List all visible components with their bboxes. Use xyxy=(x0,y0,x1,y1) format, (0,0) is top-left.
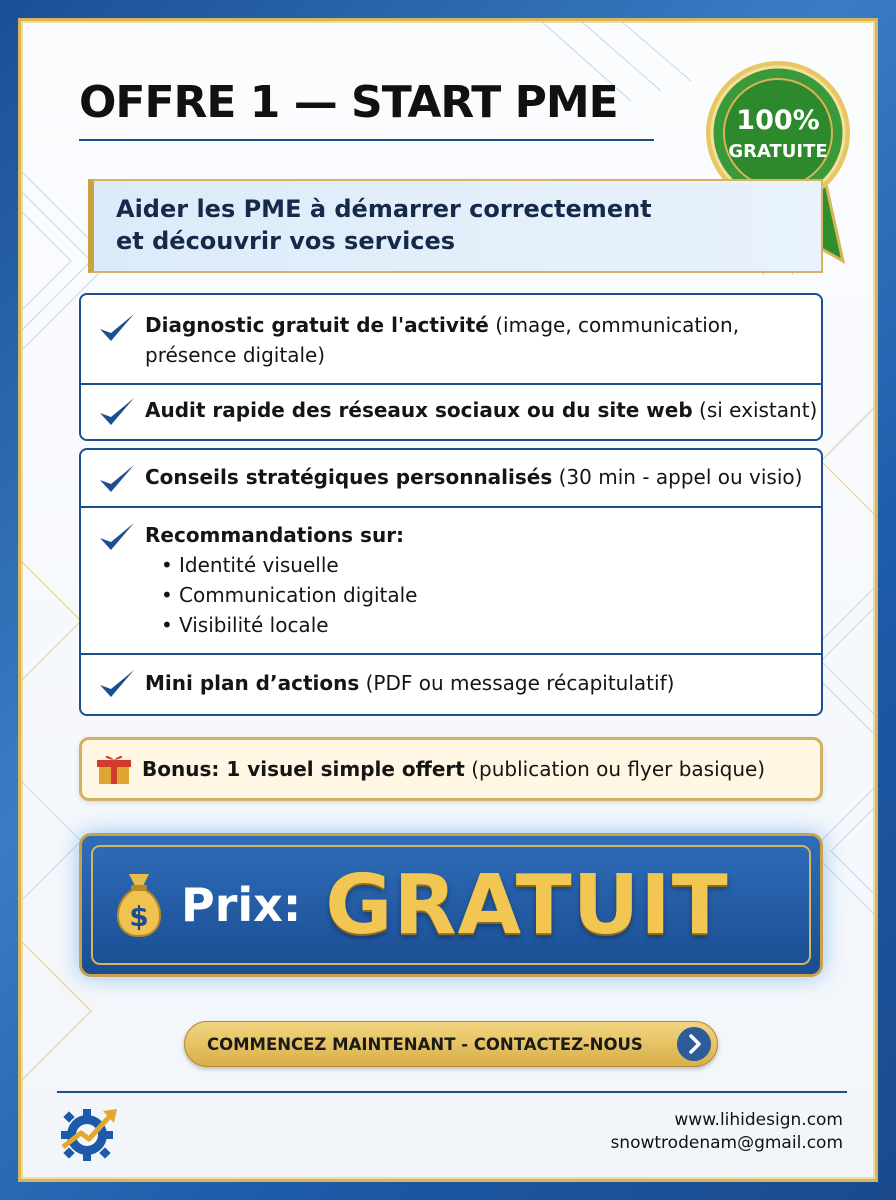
title-underline xyxy=(79,139,654,141)
feature-action-plan xyxy=(81,655,821,714)
website-link[interactable]: www.lihidesign.com xyxy=(674,1110,843,1130)
feature-audit-detail: (si existant) xyxy=(692,398,818,422)
email-link[interactable]: snowtrodenam@gmail.com xyxy=(610,1133,843,1153)
footer-divider xyxy=(57,1091,847,1093)
checkmark-icon xyxy=(97,667,137,701)
contact-cta-button[interactable] xyxy=(184,1021,718,1067)
feature-recommendations-title: Recommandations sur: xyxy=(145,523,405,547)
feature-diagnostic-detail-line2: présence digitale) xyxy=(145,343,326,367)
list-item: • Visibilité locale xyxy=(161,610,821,640)
feature-diagnostic xyxy=(81,295,821,385)
feature-diagnostic-detail: (image, communication, xyxy=(488,313,740,337)
bonus-title: Bonus: 1 visuel simple offert xyxy=(142,757,465,781)
subtitle-line2: et découvrir vos services xyxy=(116,227,456,255)
bonus-banner xyxy=(79,737,823,801)
feature-strategy-title: Conseils stratégiques personnalisés xyxy=(145,465,553,489)
feature-audit xyxy=(81,385,821,439)
badge-line1: 100% xyxy=(736,105,820,136)
checkmark-icon xyxy=(97,462,137,496)
checkmark-icon xyxy=(97,520,137,554)
flyer-frame xyxy=(18,18,878,1182)
gear-growth-arrow-icon xyxy=(55,1101,121,1163)
recommendations-list xyxy=(161,550,821,640)
feature-strategy-detail: (30 min - appel ou visio) xyxy=(552,465,803,489)
cta-label: COMMENCEZ MAINTENANT - CONTACTEZ-NOUS xyxy=(207,1034,643,1054)
feature-action-plan-title: Mini plan d’actions xyxy=(145,671,360,695)
subtitle-banner xyxy=(88,179,823,273)
list-item: • Identité visuelle xyxy=(161,550,821,580)
svg-text:$: $ xyxy=(129,900,149,933)
gift-icon xyxy=(96,752,132,786)
feature-recommendations xyxy=(81,508,821,655)
checkmark-icon xyxy=(97,311,137,345)
money-bag-icon xyxy=(109,870,169,940)
bonus-detail: (publication ou flyer basique) xyxy=(464,757,766,781)
feature-strategy xyxy=(81,450,821,508)
contact-info xyxy=(610,1109,843,1155)
list-item: • Communication digitale xyxy=(161,580,821,610)
chevron-right-icon xyxy=(677,1027,711,1061)
feature-action-plan-detail: (PDF ou message récapitulatif) xyxy=(359,671,675,695)
feature-audit-title: Audit rapide des réseaux sociaux ou du site web xyxy=(145,398,693,422)
features-group-2 xyxy=(79,448,823,716)
badge-line2: GRATUITE xyxy=(728,141,828,162)
checkmark-icon xyxy=(97,395,137,429)
price-banner xyxy=(79,833,823,977)
price-value: GRATUIT xyxy=(325,857,729,953)
feature-diagnostic-title: Diagnostic gratuit de l'activité xyxy=(145,313,489,337)
subtitle-line1: Aider les PME à démarrer correctement xyxy=(116,195,652,223)
price-label: Prix: xyxy=(181,878,302,932)
page-title: OFFRE 1 — START PME xyxy=(79,77,618,128)
features-group-1 xyxy=(79,293,823,441)
